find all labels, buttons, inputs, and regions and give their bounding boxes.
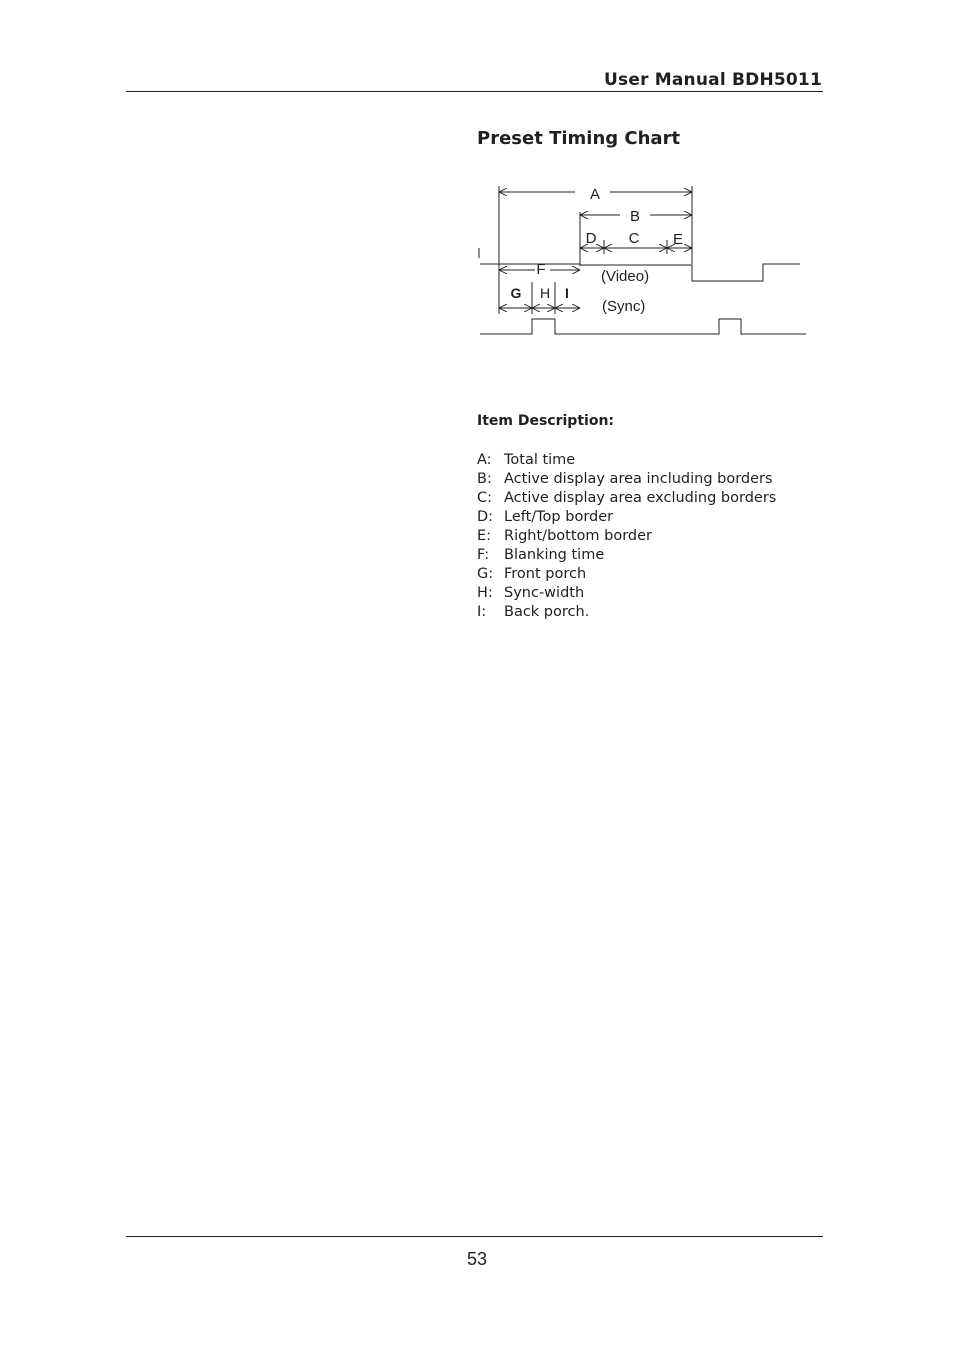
item-text: Back porch. [504,604,590,620]
list-item [477,489,776,508]
item-key: D: [477,509,494,525]
page-number: 53 [466,1249,488,1269]
header-rule [126,91,823,92]
item-key: H: [477,585,493,601]
label-g: G [510,285,522,301]
label-d: D [585,230,597,247]
item-key: C: [477,490,493,506]
label-i: I [565,285,569,301]
item-text: Total time [504,452,576,468]
label-b: B [629,208,641,225]
item-key: I: [477,604,487,620]
list-item [477,470,776,489]
label-sync: (Sync) [602,298,646,315]
item-key: G: [477,566,494,582]
item-key: E: [477,528,492,544]
list-item [477,584,776,603]
label-video: (Video) [601,268,650,285]
footer-rule [126,1236,823,1237]
label-a: A [589,186,601,203]
item-key: A: [477,452,492,468]
item-description-list [477,451,776,622]
timing-diagram [470,178,820,348]
label-c: C [628,230,640,247]
item-text: Right/bottom border [504,528,652,544]
label-h: H [539,285,551,301]
list-item [477,527,776,546]
label-f: F [536,261,546,278]
list-item [477,565,776,584]
manual-title: User Manual BDH5011 [604,70,822,90]
item-text: Active display area excluding borders [504,490,777,506]
item-key: B: [477,471,492,487]
item-text: Blanking time [504,547,605,563]
sync-waveform [480,319,806,334]
item-text: Left/Top border [504,509,614,525]
list-item [477,603,776,622]
item-key: F: [477,547,490,563]
list-item [477,546,776,565]
item-text: Sync-width [504,585,585,601]
item-text: Front porch [504,566,587,582]
list-item [477,508,776,527]
item-description-heading: Item Description: [477,413,615,429]
list-item [477,451,776,470]
section-title: Preset Timing Chart [477,128,681,149]
label-e: E [672,231,684,248]
item-text: Active display area including borders [504,471,773,487]
